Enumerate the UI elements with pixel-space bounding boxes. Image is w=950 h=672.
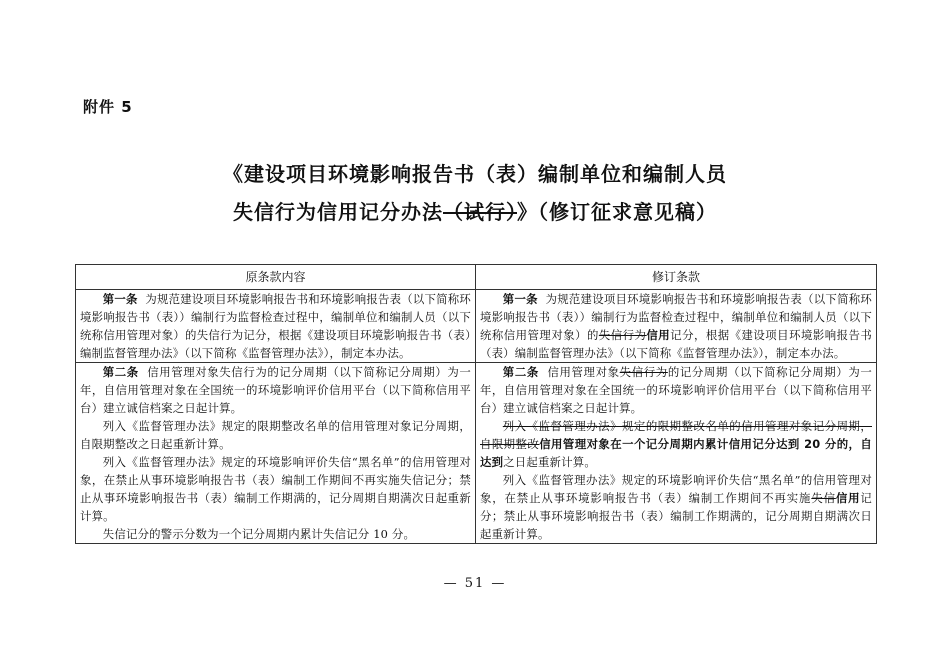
original-article-2	[76, 363, 476, 544]
inserted-text: 信用管理对象在一个记分周期内累计信用记分达到 20 分的，自达到	[480, 437, 872, 469]
article-body: 为规范建设项目环境影响报告书和环境影响报告表（以下简称环境影响报告书（表））编制行为监督检查过程中，编制单位和编制人员（以下统称信用管理对象）的	[480, 292, 872, 342]
header-original: 原条款内容	[76, 265, 476, 290]
document-title-line2	[70, 196, 880, 225]
title-struck-text: （试行）	[443, 200, 517, 224]
inserted-text: 信用	[835, 491, 861, 505]
revised-article-1	[476, 290, 877, 363]
title-suffix: 》（修订征求意见稿）	[517, 200, 717, 224]
article-body: 的记分周期（以下简称记分周期）为一年，自信用管理对象在全国统一的环境影响评价信用平台（以下简称信用平台）建立诚信档案之日起计算。	[480, 365, 872, 415]
article-body: 为规范建设项目环境影响报告书和环境影响报告表（以下简称环境影响报告书（表））编制行为监督检查过程中，编制单位和编制人员（以下统称信用管理对象）的失信行为记分，根据《建设项目环境影响报告书（表）编制监督管理办法》（以下简称《监督管理办法》），制定本办法。	[80, 292, 471, 360]
article-body: 之日起重新计算。	[503, 455, 596, 469]
revised-article-1-text	[480, 290, 872, 362]
original-article-2-para-3: 列入《监督管理办法》规定的环境影响评价失信“黑名单”的信用管理对象，在禁止从事环境影响报告书（表）编制工作期间不再实施失信记分；禁止从事环境影响报告书（表）编制工作期满的，记分周期自期满次日起重新计算。	[80, 455, 471, 523]
deleted-text: 列入《监督管理办法》规定的限期整改名单的信用管理对象记分周期，自限期整改	[480, 419, 872, 451]
comparison-table	[75, 264, 877, 544]
revised-article-2-para-3	[480, 471, 872, 543]
article-body: 记分，根据《建设项目环境影响报告书（表）编制监督管理办法》（以下简称《监督管理办法》），制定本办法。	[480, 328, 872, 360]
inserted-text: 信用	[646, 328, 671, 342]
revised-article-2-para-2	[480, 417, 872, 471]
article-body: 记分；禁止从事环境影响报告书（表）编制工作期满的，记分周期自期满次日起重新计算。	[480, 491, 872, 541]
table-row-article-1	[76, 290, 877, 363]
document-title-line1: 《建设项目环境影响报告书（表）编制单位和编制人员	[223, 162, 727, 186]
table-header-row	[76, 265, 877, 290]
original-article-2-para-2: 列入《监督管理办法》规定的限期整改名单的信用管理对象记分周期，自限期整改之日起重新计算。	[80, 419, 471, 451]
article-number: 第二条	[502, 365, 539, 379]
attachment-label: 附件 5	[83, 98, 133, 116]
original-article-1-text	[80, 290, 471, 362]
original-article-1	[76, 290, 476, 363]
table-row-article-2	[76, 363, 877, 544]
article-body: 信用管理对象	[547, 365, 620, 379]
revised-article-2-para-1	[480, 363, 872, 417]
article-body: 列入《监督管理办法》规定的环境影响评价失信“黑名单”的信用管理对象，在禁止从事环境影响报告书（表）编制工作期间不再实施	[480, 473, 872, 505]
page-number: — 51 —	[443, 576, 507, 591]
header-revised: 修订条款	[476, 265, 877, 290]
article-number: 第二条	[102, 365, 139, 379]
deleted-text: 失信	[811, 491, 836, 505]
original-article-2-para-4: 失信记分的警示分数为一个记分周期内累计失信记分 10 分。	[102, 527, 416, 541]
deleted-text: 失信行为	[619, 365, 668, 379]
deleted-text: 失信行为	[598, 328, 647, 342]
article-body: 信用管理对象失信行为的记分周期（以下简称记分周期）为一年，自信用管理对象在全国统一的环境影响评价信用平台（以下简称信用平台）建立诚信档案之日起计算。	[80, 365, 471, 415]
article-number: 第一条	[502, 292, 538, 306]
article-number: 第一条	[102, 292, 138, 306]
original-article-2-para-1	[80, 363, 471, 417]
revised-article-2	[476, 363, 877, 544]
title-text: 失信行为信用记分办法	[233, 200, 443, 224]
